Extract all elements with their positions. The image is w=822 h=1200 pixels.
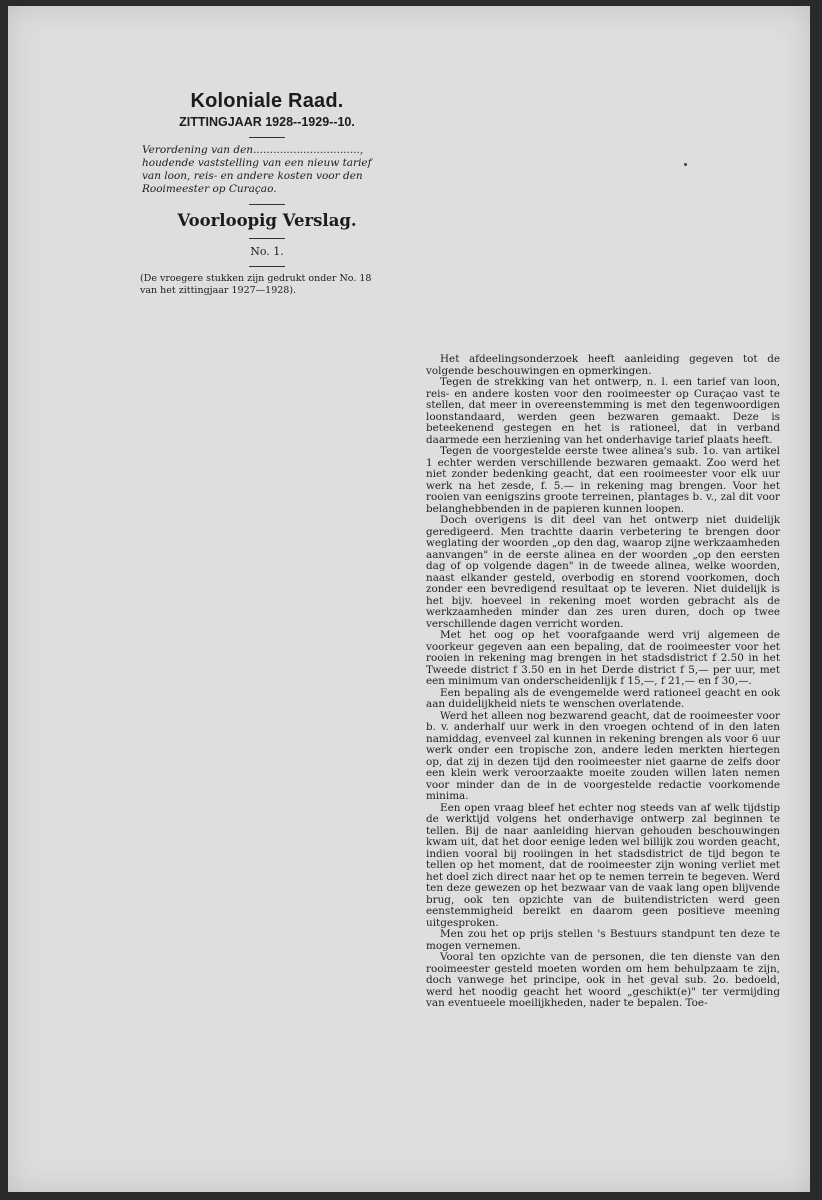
paragraph: Een bepaling als de evengemelde werd rationeel geacht en ook aan duidelijkheid niets te wenschen overlatende. (426, 686, 780, 710)
council-title: Koloniale Raad. (190, 90, 344, 112)
ordinance-subject: Verordening van den................................, houdende vaststelling van een nieuw tarief van loon, reis- en andere kosten voor den Rooimeester op Curaçao. (142, 144, 372, 195)
report-title: Voorloopig Verslag. (177, 211, 357, 230)
paragraph: Men zou het op prijs stellen 's Bestuurs standpunt ten deze te mogen vernemen. (426, 928, 780, 952)
divider (249, 137, 285, 138)
paragraph: Werd het alleen nog bezwarend geacht, dat de rooimeester voor b. v. anderhalf uur werk in den vroegen ochtend of in den laten namiddag, evenveel zal kunnen in rekening brengen als voor 6 uur werk onder een tropische zon, andere leden merkten hiertegen op, dat zij in dezen tijd den rooimeester niet gaarne de zelfs door een klein werk veroorzaakte moeite zouden willen laten nemen voor minder dan de in de voorgestelde redactie voorkomende minima. (426, 709, 780, 802)
divider (249, 238, 285, 239)
document-header (140, 90, 386, 297)
paragraph: Een open vraag bleef het echter nog steeds van af welk tijdstip de werktijd volgens het onderhavige ontwerp zal beginnen te tellen. Bij de naar aanleiding hiervan gehouden beschouwingen kwam uit, dat het door eenige leden wel billijk zou worden geacht, indien vooral bij rooiingen in het stadsdistrict de tijd begon te tellen op het moment, dat de rooimeester zijn woning verliet met het doel zich direct naar het op te nemen terrein te begeven. Werd ten deze gewezen op het bezwaar van de vaak lang open blijvende brug, ook ten opzichte van de buitendistricten werd geen eenstemmigheid bereikt en daarom geen positieve meening uitgesproken. (426, 801, 780, 929)
paper-speck (684, 163, 687, 166)
paragraph: Het afdeelingsonderzoek heeft aanleiding gegeven tot de volgende beschouwingen en opmerkingen. (426, 353, 780, 377)
paragraph: Vooral ten opzichte van de personen, die ten dienste van den rooimeester gesteld moeten worden om hem behulpzaam te zijn, doch vanwege het principe, ook in het geval sub. 2o. bedoeld, werd het noodig geacht het woord „geschikt(e)" ter vermijding van eventueele moeilijkheden, nader te bepalen. Toe- (426, 951, 780, 1009)
reference-note: (De vroegere stukken zijn gedrukt onder No. 18 van het zittingjaar 1927—1928). (140, 273, 372, 296)
paragraph: Tegen de voorgestelde eerste twee alinea's sub. 1o. van artikel 1 echter werden verschillende bezwaren gemaakt. Zoo werd het niet zonder bedenking geacht, dat een rooimeester voor elk uur werk na het zesde, f. 5.— in rekening mag brengen. Voor het rooien van eenigszins groote terreinen, plantages b. v., zal dit voor belanghebbenden in de papieren kunnen loopen. (426, 445, 780, 515)
paragraph: Met het oog op het voorafgaande werd vrij algemeen de voorkeur gegeven aan een bepaling, dat de rooimeester voor het rooien in rekening mag brengen in het stadsdistrict f 2.50 in het Tweede district f 3.50 en in het Derde district f 5,— per uur, met een minimum van onderscheidenlijk f 15,—, f 21,— en f 30,—. (426, 629, 780, 687)
session-year: ZITTINGJAAR 1928--1929--10. (179, 115, 355, 129)
paragraph: Tegen de strekking van het ontwerp, n. l. een tarief van loon, reis- en andere kosten voor den rooimeester op Curaçao vast te stellen, dat meer in overeenstemming is met den tegenwoordigen loonstandaard, werden geen bezwaren gemaakt. Deze is beteekenend gestegen en het is rationeel, dat in verband daarmede een herziening van het onderhavige tarief plaats heeft. (426, 376, 780, 446)
report-body (426, 354, 780, 1010)
divider (249, 204, 285, 205)
document-number: No. 1. (250, 245, 284, 258)
paragraph: Doch overigens is dit deel van het ontwerp niet duidelijk geredigeerd. Men trachtte daarin verbetering te brengen door weglating der woorden „op den dag, waarop zijne werkzaamheden aanvangen" in de eerste alinea en der woorden „op den eersten dag of op volgende dagen" in de tweede alinea, welke woorden, naast elkander gesteld, overbodig en storend voorkomen, doch zonder een bevredigend resultaat op te leveren. Niet duidelijk is het bijv. hoeveel in rekening moet worden gebracht als de werkzaamheden minder dan zes uren duren, doch op twee verschillende dagen verricht worden. (426, 514, 780, 630)
divider (249, 266, 285, 267)
document-page (8, 6, 810, 1192)
